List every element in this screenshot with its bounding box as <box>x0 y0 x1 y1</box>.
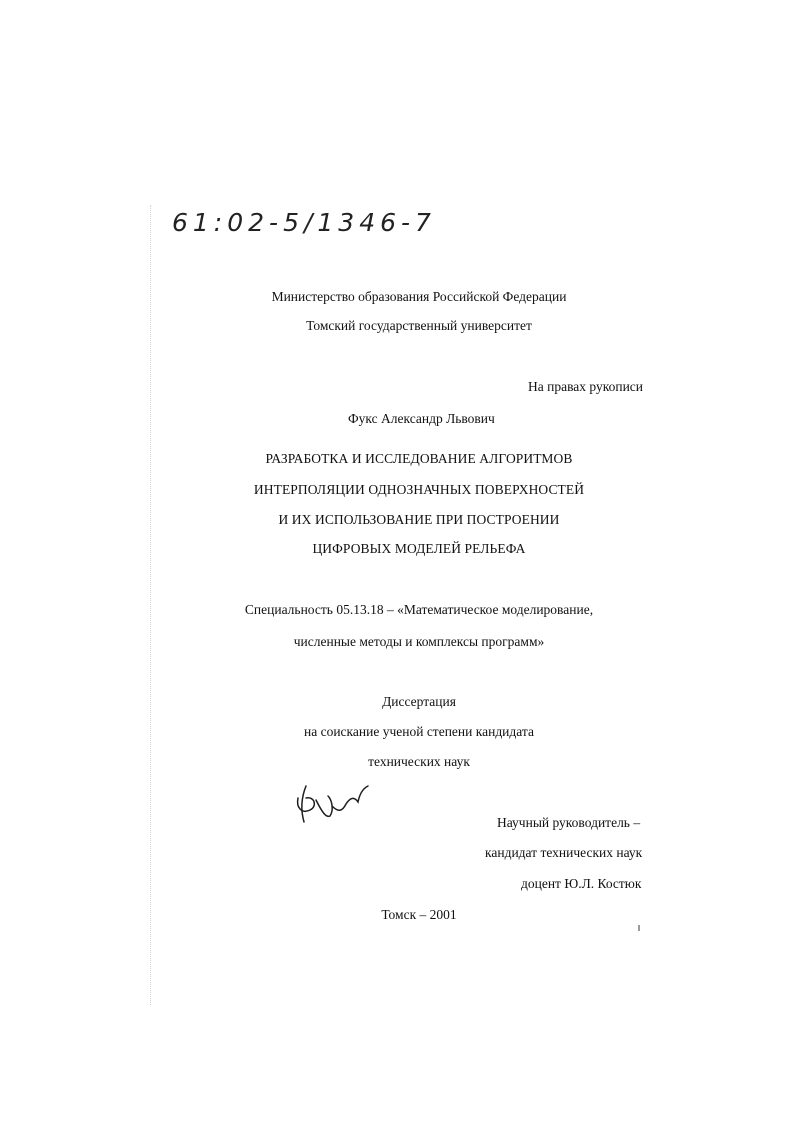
title-line-3: И ИХ ИСПОЛЬЗОВАНИЕ ПРИ ПОСТРОЕНИИ <box>278 512 560 527</box>
supervisor-degree: кандидат технических наук <box>485 845 643 860</box>
ministry-line: Министерство образования Российской Федерации <box>271 289 567 304</box>
handwritten-archive-code: 61:02-5/1346-7 <box>172 208 436 237</box>
title-line-2: ИНТЕРПОЛЯЦИИ ОДНОЗНАЧНЫХ ПОВЕРХНОСТЕЙ <box>253 482 585 497</box>
rights-note: На правах рукописи <box>528 379 644 394</box>
degree-line-1: Диссертация <box>382 694 456 709</box>
specialty-line-2: численные методы и комплексы программ» <box>293 634 545 649</box>
degree-line-3: технических наук <box>368 754 470 769</box>
title-line-4: ЦИФРОВЫХ МОДЕЛЕЙ РЕЛЬЕФА <box>312 541 526 556</box>
university-line: Томский государственный университет <box>306 318 532 333</box>
signature-mark <box>292 782 372 828</box>
author-name: Фукс Александр Львович <box>348 411 495 426</box>
specialty-line-1: Специальность 05.13.18 – «Математическое моделирование, <box>244 602 594 617</box>
supervisor-name: доцент Ю.Л. Костюк <box>521 876 642 891</box>
place-year: Томск – 2001 <box>381 907 457 922</box>
scan-speck <box>638 925 640 931</box>
degree-line-2: на соискание ученой степени кандидата <box>304 724 534 739</box>
title-line-1: РАЗРАБОТКА И ИССЛЕДОВАНИЕ АЛГОРИТМОВ <box>265 451 573 466</box>
supervisor-title: Научный руководитель – <box>497 815 641 830</box>
